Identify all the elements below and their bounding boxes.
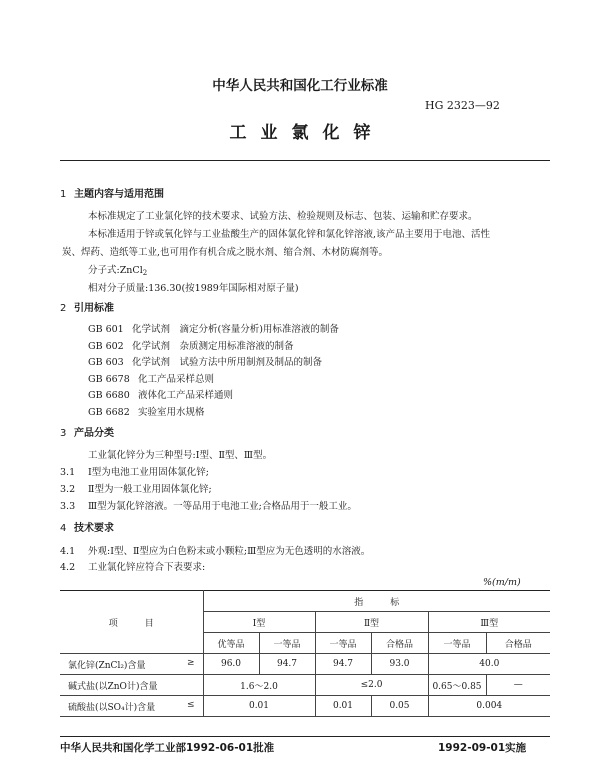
section-2-heading [60,299,114,314]
clause-4-2: 4.2 工业氯化锌应符合下表要求: [60,562,206,573]
table-cell: 0.65～0.85 [428,675,486,696]
grade-header: 合格品 [486,633,550,654]
reference-item: GB 603 化学试剂 试验方法中所用制剂及制品的制备 [88,357,323,368]
standard-title: 中华人民共和国化工行业标准 [212,78,388,94]
indicator-header: 指 标 [203,591,550,612]
reference-item: GB 6680 液体化工产品采样通则 [88,390,234,401]
table-cell: 93.0 [371,654,428,675]
specification-table [60,590,550,717]
section-title: 主题内容与适用范围 [74,189,164,200]
reference-list [88,322,339,421]
table-cell: — [486,675,550,696]
table-cell: 96.0 [203,654,259,675]
section-4-heading [60,519,114,534]
table-cell: 94.7 [259,654,315,675]
reference-item: GB 602 化学试剂 杂质测定用标准溶液的制备 [88,340,294,352]
row-label: 硫酸盐(以SO₄计)含量 ≤ [60,696,203,717]
table-row [60,654,550,675]
row-label: 氯化锌(ZnCl₂)含量 ≥ [60,654,203,675]
effective-date: 1992-09-01实施 [438,742,527,754]
formula-main: ZnCl [119,265,143,276]
grade-header: 一等品 [315,633,371,654]
section-number: 3 [60,428,67,439]
clause-3-2: 3.2 Ⅱ型为一般工业用固体氯化锌; [60,484,212,495]
table-cell: 0.01 [315,696,371,717]
grade-header: 优等品 [203,633,259,654]
formula-label: 分子式: [88,265,120,276]
paragraph: 本标准规定了工业氯化锌的技术要求、试验方法、检验规则及标志、包装、运输和贮存要求。 [88,211,478,222]
grade-header: 一等品 [259,633,315,654]
issuer-line: 中华人民共和国化学工业部1992-06-01批准 [60,742,275,754]
footer-divider [60,736,550,737]
standard-number: HG 2323—92 [425,99,500,112]
comparison-operator: ≥ [186,657,195,668]
section-title: 引用标准 [74,303,114,314]
table-cell: 1.6～2.0 [203,675,315,696]
section-1-heading [60,185,164,200]
section-title: 产品分类 [74,428,114,439]
header-divider [60,160,550,161]
paragraph: 工业氯化锌分为三种型号:Ⅰ型、Ⅱ型、Ⅲ型。 [88,450,273,461]
item-header: 项 目 [60,591,203,654]
molecular-formula [88,262,147,277]
grade-header: 一等品 [428,633,486,654]
row-label: 碱式盐(以ZnO计)含量 [60,675,203,696]
clause-3-1: 3.1 Ⅰ型为电池工业用固体氯化锌; [60,467,209,478]
section-number: 2 [60,303,67,314]
grade-header: 合格品 [371,633,428,654]
section-number: 4 [60,523,67,534]
table-row [60,675,550,696]
reference-item: GB 601 化学试剂 滴定分析(容量分析)用标准溶液的制备 [88,324,339,335]
clause-3-3: 3.3 Ⅲ型为氯化锌溶液。一等品用于电池工业;合格品用于一般工业。 [60,501,357,512]
relative-molecular-mass: 相对分子质量:136.30(按1989年国际相对原子量) [88,283,299,294]
reference-item: GB 6678 化工产品采样总则 [88,373,215,385]
table-unit: %(m/m) [483,577,521,588]
section-3-heading [60,424,114,439]
table-row [60,696,550,717]
formula-subscript: 2 [142,269,148,277]
document-title: 工业氯化锌 [229,123,385,143]
table-cell: 0.05 [371,696,428,717]
type-header: Ⅱ型 [315,612,428,633]
comparison-operator: ≤ [186,699,195,710]
section-title: 技术要求 [74,523,114,534]
type-header: Ⅰ型 [203,612,315,633]
table-cell: 94.7 [315,654,371,675]
type-header: Ⅲ型 [428,612,550,633]
paragraph-continuation: 炭、焊药、造纸等工业,也可用作有机合成之脱水剂、缩合剂、木材防腐剂等。 [62,247,389,258]
table-cell: ≤2.0 [315,675,428,696]
table-cell: 40.0 [428,654,550,675]
clause-4-1: 4.1 外观:Ⅰ型、Ⅱ型应为白色粉末或小颗粒;Ⅲ型应为无色透明的水溶液。 [60,546,371,557]
table-cell: 0.01 [203,696,315,717]
section-number: 1 [60,189,67,200]
table-cell: 0.004 [428,696,550,717]
paragraph: 本标准适用于锌或氧化锌与工业盐酸生产的固体氯化锌和氯化锌溶液,该产品主要用于电池、活性 [88,229,491,240]
reference-item: GB 6682 实验室用水规格 [88,406,205,418]
